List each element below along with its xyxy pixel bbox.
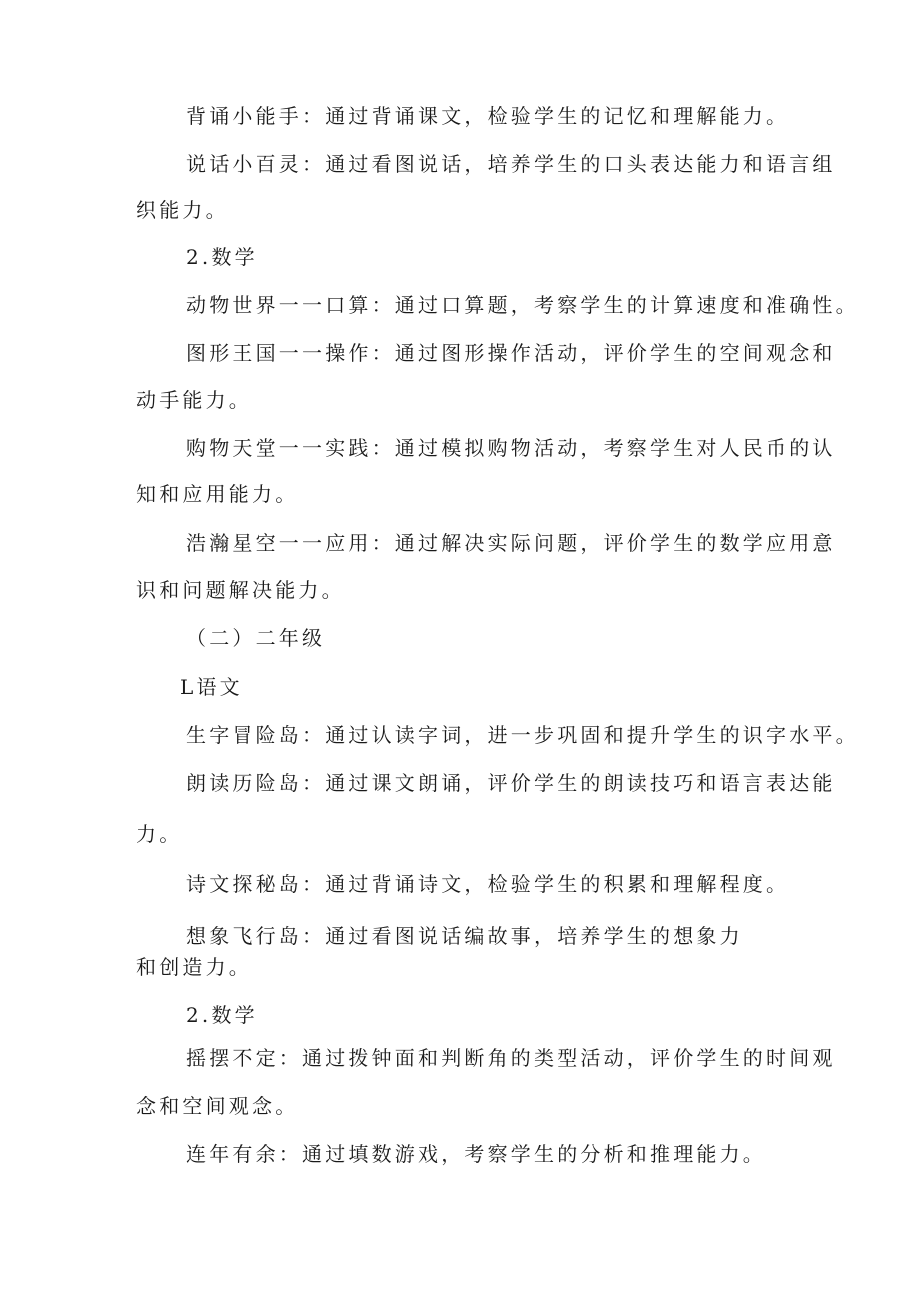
paragraph-shopping-cont: 知和应用能力。 (136, 482, 299, 506)
paragraph-speaking-cont: 织能力。 (136, 198, 229, 222)
paragraph-speaking: 说话小百灵：通过看图说话，培养学生的口头表达能力和语言组 (186, 152, 836, 176)
paragraph-starry-sky: 浩瀚星空一一应用：通过解决实际问题，评价学生的数学应用意 (186, 531, 836, 555)
paragraph-new-words: 生字冒险岛：通过认读字词，进一步巩固和提升学生的识字水平。 (186, 723, 859, 747)
paragraph-shape-kingdom: 图形王国一一操作：通过图形操作活动，评价学生的空间观念和 (186, 341, 836, 365)
paragraph-imagination: 想象飞行岛：通过看图说话编故事，培养学生的想象力 (186, 924, 743, 948)
heading-chinese-grade2: L语文 (180, 675, 243, 699)
paragraph-recitation: 背诵小能手：通过背诵课文，检验学生的记忆和理解能力。 (186, 104, 790, 128)
paragraph-reading-cont: 力。 (136, 822, 183, 846)
paragraph-animal-world: 动物世界一一口算：通过口算题，考察学生的计算速度和准确性。 (186, 293, 859, 317)
paragraph-poetry: 诗文探秘岛：通过背诵诗文，检验学生的积累和理解程度。 (186, 872, 790, 896)
section-heading-grade2: （二）二年级 (186, 626, 326, 650)
heading-math-grade1: 2.数学 (186, 245, 258, 269)
paragraph-swing: 摇摆不定：通过拨钟面和判断角的类型活动，评价学生的时间观 (186, 1046, 836, 1070)
paragraph-surplus: 连年有余：通过填数游戏，考察学生的分析和推理能力。 (186, 1142, 766, 1166)
paragraph-swing-cont: 念和空间观念。 (136, 1094, 299, 1118)
paragraph-shopping: 购物天堂一一实践：通过模拟购物活动，考察学生对人民币的认 (186, 436, 836, 460)
paragraph-shape-kingdom-cont: 动手能力。 (136, 388, 252, 412)
paragraph-starry-sky-cont: 识和问题解决能力。 (136, 578, 345, 602)
heading-math-grade2: 2.数学 (186, 1003, 258, 1027)
paragraph-imagination-cont: 和创造力。 (136, 955, 252, 979)
paragraph-reading: 朗读历险岛：通过课文朗诵，评价学生的朗读技巧和语言表达能 (186, 771, 836, 795)
